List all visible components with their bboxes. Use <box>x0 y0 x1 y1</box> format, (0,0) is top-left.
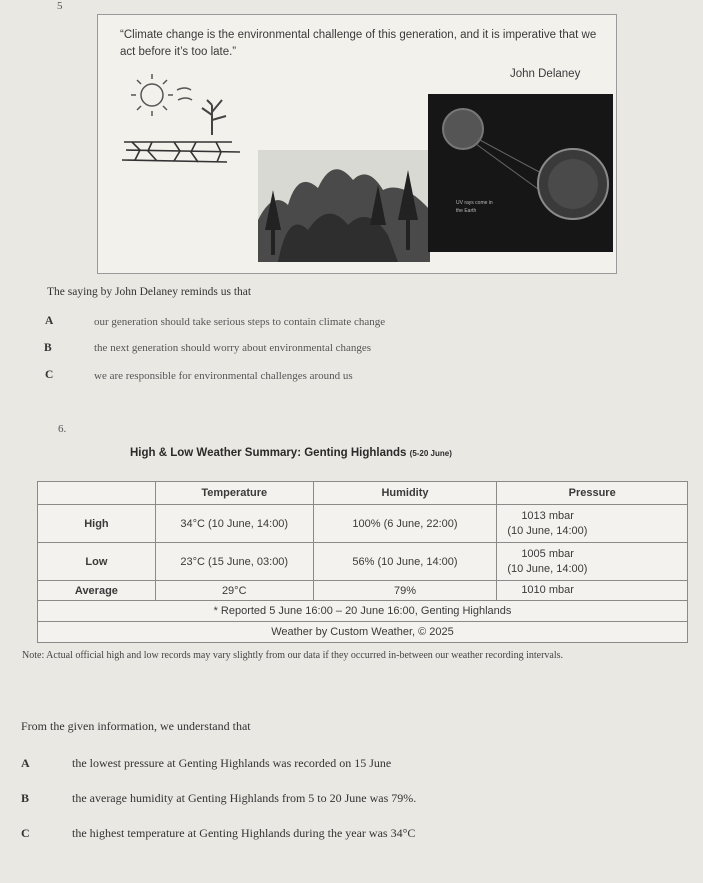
sun-icon <box>131 74 192 116</box>
table-footer-row <box>38 622 688 643</box>
table-cell <box>497 543 688 581</box>
table-cell: 29°C <box>155 581 313 601</box>
cracked-ground-icon <box>122 142 240 162</box>
table-header-cell <box>38 482 156 505</box>
table-cell: 34°C (10 June, 14:00) <box>155 505 313 543</box>
option-text: our generation should take serious steps to contain climate change <box>94 316 386 328</box>
weather-summary-table <box>37 481 688 643</box>
forest-fire-illustration <box>258 150 430 262</box>
sun-earth-diagram <box>428 94 613 252</box>
option-letter: C <box>21 826 30 840</box>
table-header-cell: Pressure <box>497 482 688 505</box>
option-letter: B <box>21 791 30 805</box>
option-letter: B <box>44 342 52 354</box>
table-cell: 79% <box>313 581 497 601</box>
table-cell: 100% (6 June, 22:00) <box>313 505 497 543</box>
pressure-date: (10 June, 14:00) <box>507 562 588 575</box>
question-number-6: 6. <box>58 423 67 435</box>
option-text: the average humidity at Genting Highlands from 5 to 20 June was 79%. <box>72 791 417 805</box>
table-cell: 56% (10 June, 14:00) <box>313 543 497 581</box>
pressure-date: (10 June, 14:00) <box>507 524 588 537</box>
pressure-value: 1010 mbar <box>521 584 574 596</box>
question-number-5: 5 <box>57 0 63 12</box>
drought-illustration <box>112 70 252 185</box>
quote-text: “Climate change is the environmental challenge of this generation, and it is imperative that we act before it’s too late.” <box>120 29 597 58</box>
table-cell <box>497 505 688 543</box>
pressure-value: 1013 mbar <box>521 509 574 522</box>
table-header-cell: Temperature <box>155 482 313 505</box>
row-label: High <box>38 505 156 543</box>
question-5-stem: The saying by John Delaney reminds us that <box>47 286 252 298</box>
table-footer-credit: Weather by Custom Weather, © 2025 <box>38 622 688 643</box>
table-title-range: (5-20 June) <box>409 449 452 458</box>
question-6-stem: From the given information, we understand that <box>21 719 251 733</box>
dead-tree-icon <box>202 100 226 135</box>
option-text: the next generation should worry about environmental changes <box>94 342 372 354</box>
table-title <box>130 447 452 459</box>
option-letter: C <box>45 369 54 381</box>
table-cell: 23°C (15 June, 03:00) <box>155 543 313 581</box>
diagram-label: UV rays come in <box>456 200 493 206</box>
table-header-row <box>38 482 688 505</box>
table-footer-source: * Reported 5 June 16:00 – 20 June 16:00, Genting Highlands <box>38 601 688 622</box>
option-text: the lowest pressure at Genting Highlands was recorded on 15 June <box>72 756 392 770</box>
table-title-main: High & Low Weather Summary: Genting Highlands <box>130 447 407 459</box>
option-letter: A <box>21 756 30 770</box>
table-row <box>38 581 688 601</box>
option-letter: A <box>45 315 54 327</box>
quote-author: John Delaney <box>510 68 581 80</box>
table-footer-row <box>38 601 688 622</box>
diagram-label: the Earth <box>456 208 477 214</box>
row-label: Low <box>38 543 156 581</box>
table-cell <box>497 581 688 601</box>
option-text: the highest temperature at Genting Highlands during the year was 34°C <box>72 826 416 840</box>
option-text: we are responsible for environmental challenges around us <box>94 370 353 382</box>
table-row <box>38 543 688 581</box>
table-header-cell: Humidity <box>313 482 497 505</box>
row-label: Average <box>38 581 156 601</box>
table-note: Note: Actual official high and low records may vary slightly from our data if they occurred in-between our weather recording intervals. <box>22 650 564 661</box>
sun-icon <box>443 109 483 149</box>
pressure-value: 1005 mbar <box>521 547 574 560</box>
table-row <box>38 505 688 543</box>
